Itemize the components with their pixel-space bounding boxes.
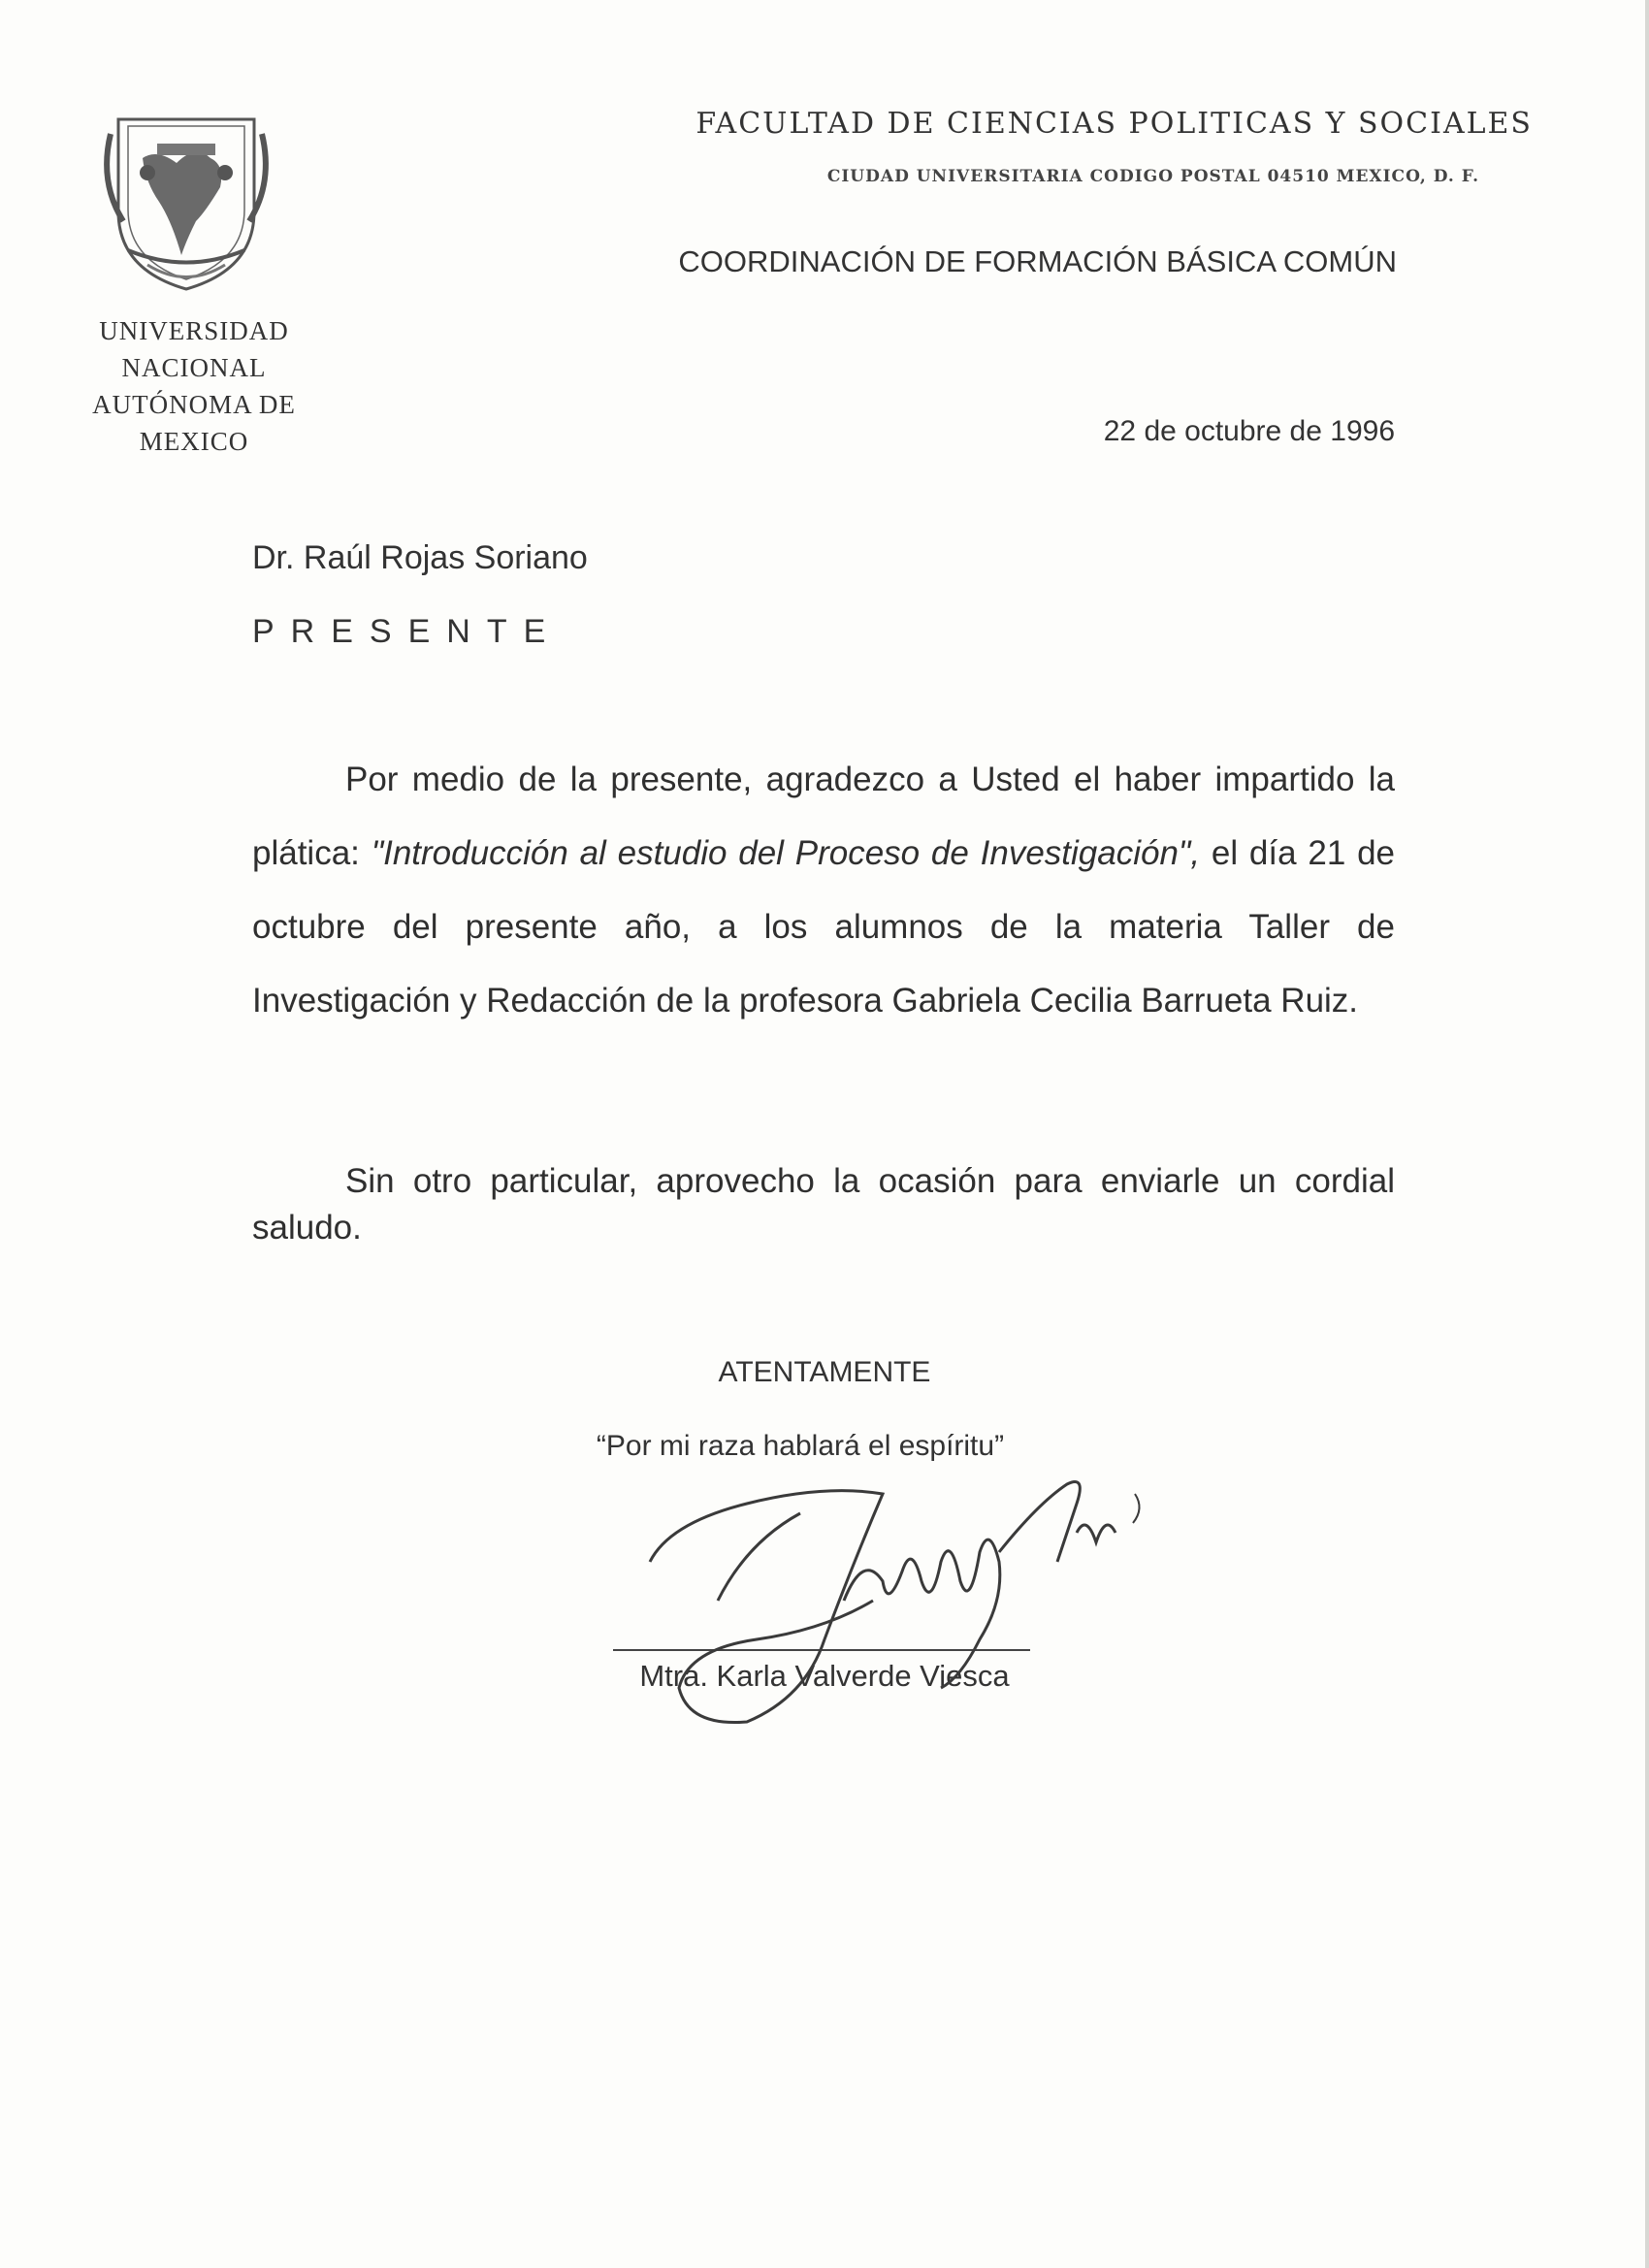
body-paragraph-1-end: el día 21 de octubre del presente año, a los alumnos de la materia Taller de Investigación y Redacción de la profesora Gabriela Cecilia Barrueta Ruiz. [252,834,1395,1020]
body-paragraph-1-start: Por medio de la presente, agradezco a Usted el haber impartido la plática: [252,761,1395,872]
greeting: PRESENTE [252,613,563,650]
letter-date: 22 de octubre de 1996 [1103,415,1395,447]
coordination-title: COORDINACIÓN DE FORMACIÓN BÁSICA COMÚN [678,244,1397,278]
unam-seal [89,105,283,299]
signer-name: Mtra. Karla Valverde Viesca [639,1659,1010,1693]
recipient-name: Dr. Raúl Rojas Soriano [252,539,588,576]
faculty-address: CIUDAD UNIVERSITARIA CODIGO POSTAL 04510 MEXICO, D. F. [826,167,1479,186]
faculty-title: FACULTAD DE CIENCIAS POLITICAS Y SOCIALES [695,107,1533,141]
university-name-line2: AUTÓNOMA DE MEXICO [92,390,296,456]
handwritten-signature [630,1445,1174,1736]
university-motto: “Por mi raza hablará el espíritu” [596,1430,1005,1462]
unam-seal-icon [89,105,283,299]
university-name-line1: UNIVERSIDAD NACIONAL [99,316,289,382]
closing: ATENTAMENTE [718,1356,931,1388]
body-paragraph-2-text: Sin otro particular, aprovecho la ocasión para enviarle un cordial saludo. [252,1162,1395,1247]
talk-title: "Introducción al estudio del Proceso de Investigación", [371,834,1201,872]
page-edge [1645,0,1649,2268]
body-paragraph-2 [252,1158,1395,1251]
body-paragraph-1 [252,743,1395,1038]
university-name [39,312,349,460]
